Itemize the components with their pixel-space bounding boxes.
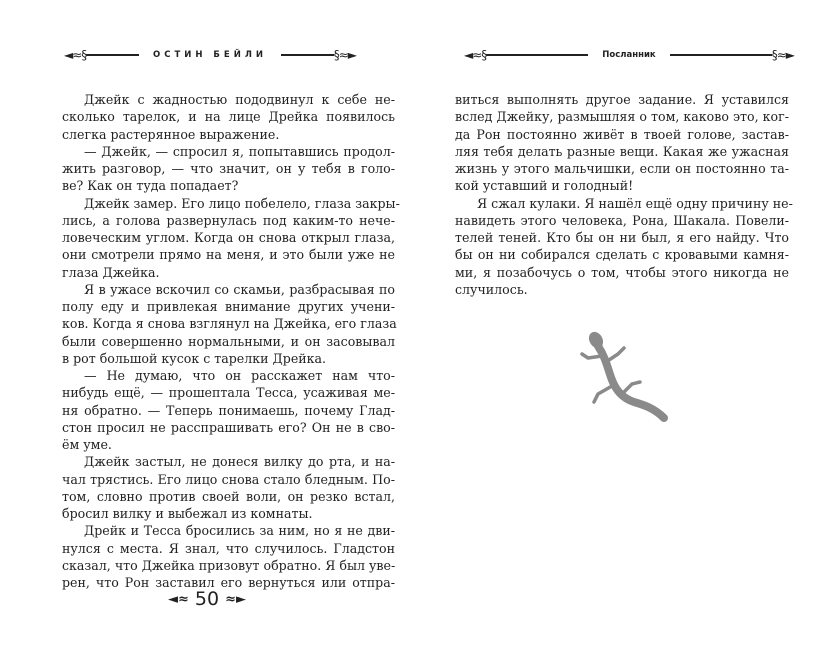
text-line: да Рон постоянно живёт в твоей голове, застав- (455, 126, 789, 142)
text-line: слегка растерянное выражение. (62, 126, 280, 142)
text-line: жить разговор, — что значит, он у тебя в голо- (62, 161, 395, 176)
book-title: Посланник (602, 50, 656, 60)
right-page-text (455, 91, 793, 298)
ornament-icon: ◄≈ (168, 591, 189, 607)
ornament-icon: ◄≈§ (464, 48, 487, 62)
text-line: Дрейк и Тесса бросились за ним, но я не дви- (84, 523, 395, 539)
text-line: ловеческим углом. Когда он снова открыл глаза, (62, 230, 395, 245)
text-line: случилось. (455, 281, 528, 297)
text-line: сколько тарелок, и на лице Дрейка появилось (62, 109, 395, 125)
text-line: том, словно против своей воли, он резко встал, (62, 488, 395, 504)
divider (670, 54, 772, 56)
ornament-icon: ◄≈§ (64, 48, 87, 62)
text-line: Я сжал кулаки. Я нашёл ещё одну причину не- (477, 195, 793, 211)
text-line: ня обратно. — Теперь понимаешь, почему Глад- (62, 402, 395, 418)
text-line: были совершенно нормальными, и он засовывал (62, 333, 395, 349)
ornament-icon: §≈► (771, 48, 794, 62)
text-line: — Не думаю, что он расскажет нам что- (84, 368, 395, 383)
text-line: полу еду и привлекая внимание других учени- (62, 299, 395, 314)
text-line: кой уставший и голодный! (455, 178, 634, 194)
ornament-icon: ≈► (225, 591, 246, 607)
left-running-head (64, 46, 356, 64)
text-line: чал трястись. Его лицо снова стало бледным. По- (62, 471, 395, 487)
text-line: бы он ни собирался сделать с кровавыми камня- (455, 247, 789, 263)
text-line: жизнь у этого мальчишки, если он постоянно та- (455, 161, 789, 176)
text-line: телей теней. Кто бы он ни был, я его найду. Что (455, 230, 789, 245)
text-line: ков. Когда я снова взглянул на Джейка, его глаза (62, 316, 397, 332)
text-line: рен, что Рон заставил его вернуться или отпра- (62, 575, 395, 590)
text-line: нулся с места. Я знал, что случилось. Гладстон (62, 540, 395, 556)
text-line: ми, я позабочусь о том, чтобы этого никогда не (455, 264, 789, 280)
text-line: в рот большой кусок с тарелки Дрейка. (62, 350, 327, 366)
text-line: навидеть этого человека, Рона, Шакала. Повели- (455, 212, 789, 228)
divider (86, 54, 139, 56)
text-line: виться выполнять другое задание. Я уставился (455, 92, 789, 107)
lizard-icon (578, 328, 668, 424)
text-line: Джейк застыл, не донеся вилку до рта, и на- (84, 454, 395, 470)
page-number: 50 (194, 588, 220, 610)
text-line: они смотрели прямо на меня, и это были уже не (62, 247, 395, 263)
text-line: Джейк с жадностью пододвинул к себе не- (84, 92, 395, 107)
divider (281, 54, 334, 56)
text-line: вслед Джейку, размышляя о том, каково это, ког- (455, 109, 789, 125)
text-line: Джейк замер. Его лицо побелело, глаза закры- (84, 195, 400, 211)
author-name: ОСТИН БЕЙЛИ (152, 50, 268, 60)
left-page-text (62, 91, 400, 591)
text-line: нибудь ещё, — прошептала Тесса, усаживая ме- (62, 385, 395, 401)
ornament-icon: §≈► (333, 48, 356, 62)
text-line: стон просил не расспрашивать его? Он не в сво- (62, 419, 395, 435)
text-line: ляя тебя делать разные вещи. Какая же ужасная (455, 143, 789, 159)
right-running-head (464, 46, 794, 64)
text-line: ём уме. (62, 437, 112, 452)
text-line: глаза Джейка. (62, 264, 160, 280)
text-line: — Джейк, — спросил я, попытавшись продол- (84, 143, 395, 159)
page-number-folio (168, 588, 246, 610)
text-line: бросил вилку и выбежал из комнаты. (62, 506, 313, 521)
divider (486, 54, 588, 56)
text-line: ве? Как он туда попадает? (62, 178, 239, 194)
text-line: сказал, что Джейка призовут обратно. Я был уве- (62, 557, 396, 573)
text-line: Я в ужасе вскочил со скамьи, разбрасывая по (84, 281, 395, 297)
text-line: лись, а голова развернулась под каким-то нече- (62, 212, 395, 228)
